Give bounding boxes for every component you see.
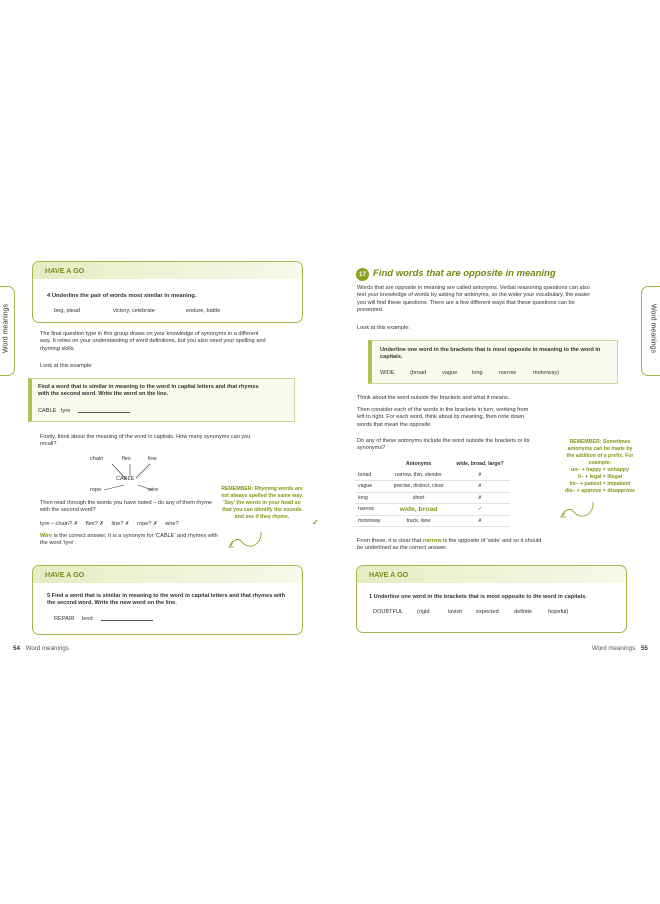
then-read-text: Then read through the words you have noted – do any of them rhyme with the second word? [40, 500, 212, 514]
answer-option[interactable]: victory, celebrate [113, 308, 155, 314]
diagram-word-wire: wire [148, 487, 159, 493]
answer-explanation: is the correct answer. It is a synonym for 'CABLE' and rhymes with the word 'tyre'. [40, 533, 218, 547]
question-word: REPAIR [54, 616, 75, 622]
answer-line[interactable] [101, 615, 153, 621]
curly-arrow-right [560, 500, 596, 522]
right-side-tab-label: Word meanings [649, 304, 657, 353]
cross-mark: ✗ [73, 521, 79, 527]
rhyme-check-line [40, 521, 179, 527]
table-cell-antonyms: track, lane [387, 515, 450, 527]
section-title: Find words that are opposite in meaning [373, 268, 556, 279]
answer-option[interactable]: (rigid [417, 609, 430, 615]
antonym-table [355, 459, 510, 527]
answer-line[interactable] [78, 407, 130, 413]
diagram-word-chain: chain [90, 456, 104, 462]
example-instruction: Underline one word in the brackets that is most opposite in meaning to the word in capitals. [380, 347, 601, 361]
cross-mark: ✗ [99, 521, 104, 527]
diagram-word-rope: rope [90, 487, 102, 493]
diagram-center-cable: CABLE [116, 476, 135, 482]
example-option[interactable]: motorway) [533, 370, 560, 376]
example-word: WIDE [380, 370, 395, 376]
have-a-go-box-3 [356, 565, 627, 633]
left-footer [13, 645, 69, 652]
example-word: CABLE [38, 408, 57, 414]
tick-mark: ✓ [312, 518, 319, 527]
answer-option[interactable]: hopeful) [548, 609, 569, 615]
do-any-text: Do any of these antonyms include the word outside the brackets or its synonyms? [357, 438, 530, 452]
firstly-text: Firstly, think about the meaning of the word in capitals. How many synonyms can you recall? [40, 434, 251, 448]
right-side-tab [641, 286, 660, 376]
table-header: Antonyms [405, 461, 432, 468]
answer-paragraph [40, 533, 220, 548]
think-text: Think about the word outside the brackets and what it means. [357, 395, 510, 401]
section-number: 17 [358, 271, 367, 278]
curly-arrow-left [228, 530, 264, 552]
page-number: 55 [640, 645, 648, 652]
example-option[interactable]: narrow [499, 370, 517, 376]
table-cell-antonyms: narrow, thin, slender [387, 470, 450, 481]
remember-heading: REMEMBER: Sometimes antonyms can be made by the addition of a prefix. For example: [566, 439, 634, 466]
intro-paragraph: Words that are opposite in meaning are called antonyms. Verbal reasoning questions can also test your knowledge of words by asking for antonyms, so the wider your vocabulary, the easier you will find these questions. There are a few different ways that these questions can be presented. [357, 285, 591, 313]
remember-example: un– + happy = unhappy [571, 467, 629, 473]
remember-example: il– + legal = illegal [577, 474, 623, 480]
section-number-badge [356, 268, 369, 281]
example-option[interactable]: vague [442, 370, 458, 376]
answer-option[interactable]: lavish [448, 609, 463, 615]
look-at-example: Look at this example: [40, 363, 93, 369]
table-cell-antonyms: short [387, 492, 450, 504]
question-text: 4 Underline the pair of words most similar in meaning. [47, 293, 197, 299]
check-item: tyre – chain? [40, 521, 73, 527]
cross-mark: ✗ [153, 521, 158, 527]
diagram-word-flex: flex [122, 456, 131, 462]
table-row [355, 481, 510, 493]
have-a-go-box-1 [32, 261, 303, 323]
example-rhyme: tyre [61, 408, 71, 414]
answer-option[interactable]: beg, plead [54, 308, 81, 314]
table-cell-word: vague [355, 481, 387, 493]
have-a-go-title: HAVE A GO [45, 266, 85, 275]
have-a-go-title: HAVE A GO [369, 570, 409, 579]
conclusion-word: narrow [422, 538, 442, 544]
page-number: 54 [13, 645, 20, 652]
conclusion-paragraph [357, 538, 542, 553]
table-cell-antonyms: precise, distinct, clear [387, 481, 450, 493]
check-item: line? [111, 521, 124, 527]
table-cell-word: long [355, 492, 387, 504]
question-text: 1 Underline one word in the brackets that is most opposite to the word in capitals. [369, 594, 587, 600]
check-item: rope? [137, 521, 152, 527]
example-box [368, 340, 618, 384]
table-cell-word: motorway [355, 515, 387, 527]
question-word: DOUBTFUL [373, 609, 404, 615]
example-box [28, 378, 295, 422]
answer-option[interactable]: endure, battle [186, 308, 221, 314]
question-text: 5 Find a word that is similar in meaning to the word in capital letters and that rhymes with the second word. Write the new word on the line. [47, 593, 286, 607]
have-a-go-title: HAVE A GO [45, 570, 85, 579]
cross-mark: ✗ [124, 521, 130, 527]
diagram-word-line: line [148, 456, 157, 462]
intro-paragraph: The final question type in this group draws on your knowledge of synonyms in a different way. It relies on your understanding of word definitions, but you also need your spelling and rhyming skills. [40, 331, 266, 352]
example-option[interactable]: long [472, 370, 483, 376]
check-item: flex? [85, 521, 98, 527]
table-row [355, 470, 510, 481]
conclusion-pre: From these, it is clear that [357, 538, 422, 544]
consider-text: Then consider each of the words in the brackets in turn, working from left to right. For each word, think about its meaning, then note down words that mean the opposite. [357, 407, 529, 428]
table-cell-mark: ✗ [450, 470, 510, 481]
conclusion-post: is the opposite of 'wide' and so it should be underlined as the correct answer. [357, 538, 542, 552]
example-option[interactable]: (broad [410, 370, 427, 376]
table-cell-word: narrow [355, 504, 387, 516]
right-footer [592, 645, 648, 652]
example-instruction: Find a word that is similar in meaning to the word in capital letters and that rhymes with the second word. Write the word on the line. [38, 384, 259, 398]
have-a-go-box-2 [32, 565, 303, 635]
table-row [355, 504, 510, 516]
check-item: wire? [165, 521, 179, 527]
table-cell-word: broad [355, 470, 387, 481]
left-side-tab-label: Word meanings [2, 304, 10, 353]
table-cell-antonyms: wide, broad [387, 504, 450, 516]
table-header [355, 459, 387, 470]
remember-example: dis– + approve = disapprove [564, 488, 636, 494]
table-cell-mark: ✓ [450, 504, 510, 516]
footer-section: Word meanings [592, 645, 636, 652]
answer-option[interactable]: definite [514, 609, 533, 615]
look-at-example: Look at this example: [357, 325, 410, 331]
remember-note-prefix [550, 439, 650, 495]
answer-word-wire: Wire [40, 533, 53, 539]
answer-option[interactable]: expected [476, 609, 499, 615]
table-cell-mark: ✗ [450, 492, 510, 504]
question-rhyme: lend [82, 616, 93, 622]
table-header: wide, broad, large? [456, 461, 504, 468]
table-cell-mark: ✗ [450, 515, 510, 527]
table-row [355, 515, 510, 527]
remember-note-rhyming: REMEMBER: Rhyming words are not always spelled the same way. 'Say' the words in your head so that you can identify the sounds and see if they rhyme. [220, 486, 304, 520]
synonym-diagram [86, 456, 186, 498]
table-cell-mark: ✗ [450, 481, 510, 493]
footer-section: Word meanings [25, 645, 69, 652]
remember-example: im– + patient = impatient [569, 481, 631, 487]
left-side-tab [0, 286, 15, 376]
table-row [355, 492, 510, 504]
